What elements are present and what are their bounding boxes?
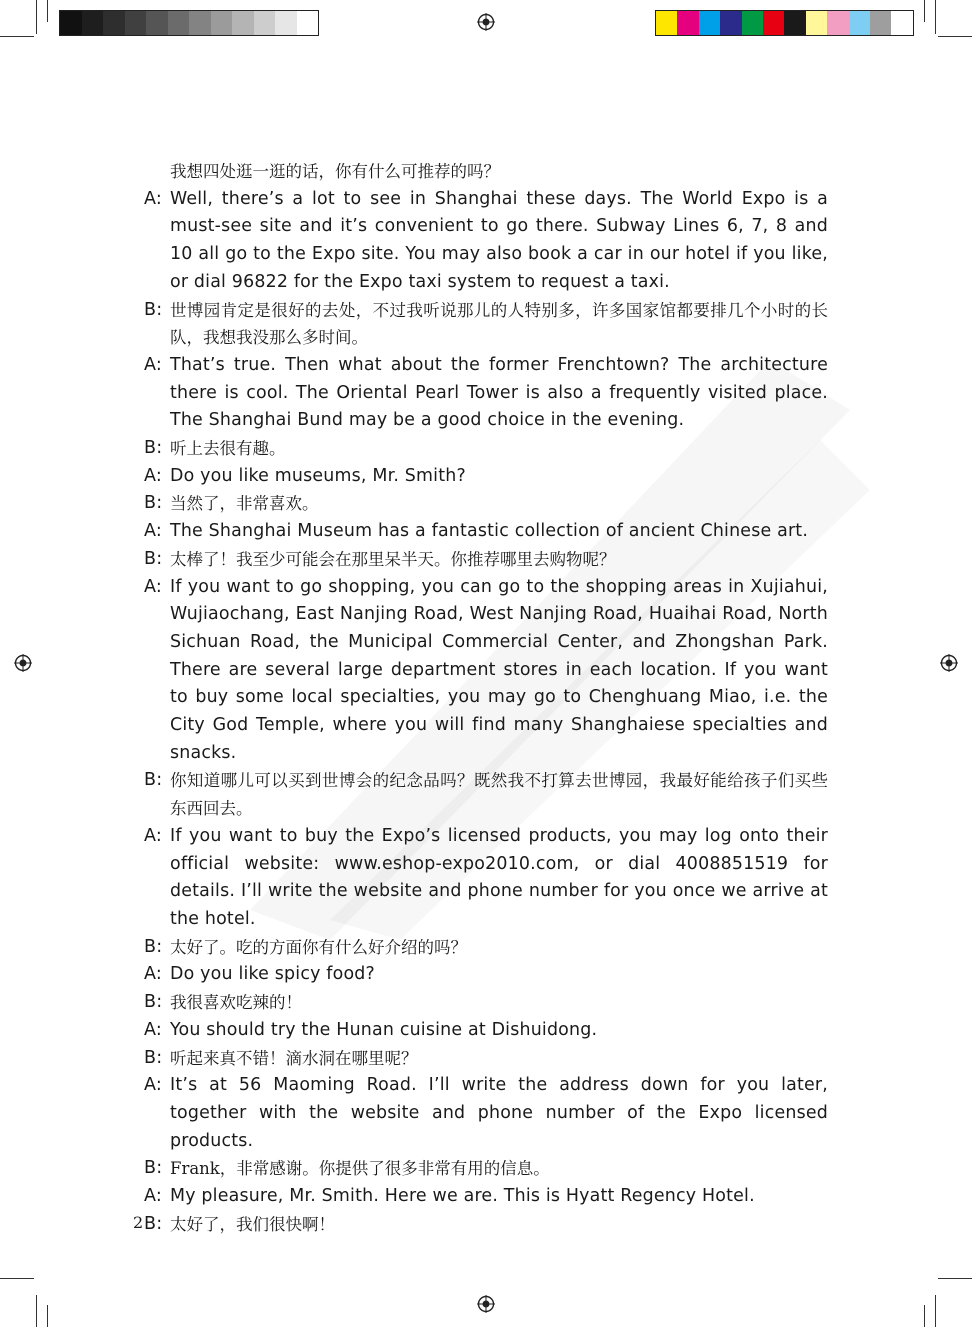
color-calibration-bar bbox=[655, 10, 914, 36]
dialogue-line bbox=[144, 989, 828, 1017]
dialogue-text: 你知道哪儿可以买到世博会的纪念品吗？既然我不打算去世博园，我最好能给孩子们买些东西回去。 bbox=[170, 771, 828, 819]
dialogue-line bbox=[144, 158, 828, 186]
speaker-label: B: bbox=[144, 548, 163, 569]
dialogue-text: 太好了。吃的方面你有什么好介绍的吗？ bbox=[170, 937, 467, 957]
dialogue-text: 太好了，我们很快啊！ bbox=[170, 1214, 335, 1234]
dialogue-line bbox=[144, 1183, 828, 1211]
dialogue-text: 听上去很有趣。 bbox=[170, 439, 286, 459]
dialogue-text: 世博园肯定是很好的去处，不过我听说那儿的人特别多，许多国家馆都要排几个小时的长队，我想我没那么多时间。 bbox=[170, 300, 828, 348]
color-swatch bbox=[297, 11, 319, 35]
speaker-label: B: bbox=[144, 1213, 163, 1234]
color-swatch bbox=[146, 11, 168, 35]
speaker-label: B: bbox=[144, 1047, 163, 1068]
color-swatch bbox=[211, 11, 233, 35]
dialogue-text: 我想四处逛一逛的话，你有什么可推荐的吗？ bbox=[170, 162, 500, 181]
speaker-label: A: bbox=[144, 1075, 162, 1096]
color-swatch bbox=[784, 11, 805, 35]
dialogue-line bbox=[144, 1072, 828, 1155]
color-swatch bbox=[125, 11, 147, 35]
dialogue-text: My pleasure, Mr. Smith. Here we are. This is Hyatt Regency Hotel. bbox=[170, 1186, 755, 1207]
color-swatch bbox=[677, 11, 698, 35]
speaker-label: B: bbox=[144, 438, 163, 459]
registration-mark-icon bbox=[477, 1295, 495, 1313]
crop-mark bbox=[0, 36, 34, 37]
speaker-label bbox=[144, 158, 170, 186]
speaker-label: A: bbox=[144, 825, 162, 846]
dialogue-text: It’s at 56 Maoming Road. I’ll write the address down for you later, together with the website and phone number of the Expo licensed products. bbox=[170, 1075, 828, 1151]
crop-mark bbox=[938, 1278, 972, 1279]
speaker-label: B: bbox=[144, 299, 163, 320]
color-swatch bbox=[254, 11, 276, 35]
speaker-label: A: bbox=[144, 576, 162, 597]
color-swatch bbox=[82, 11, 104, 35]
dialogue-line bbox=[144, 823, 828, 934]
speaker-label: A: bbox=[144, 1019, 162, 1040]
speaker-label: A: bbox=[144, 521, 162, 542]
speaker-label: A: bbox=[144, 188, 162, 209]
dialogue-body bbox=[144, 158, 828, 1238]
speaker-label: A: bbox=[144, 465, 162, 486]
color-swatch bbox=[849, 11, 870, 35]
crop-mark bbox=[47, 0, 48, 22]
dialogue-text: Do you like spicy food? bbox=[170, 964, 375, 985]
color-swatch bbox=[720, 11, 741, 35]
dialogue-text: You should try the Hunan cuisine at Dishuidong. bbox=[170, 1019, 598, 1040]
speaker-label: A: bbox=[144, 1186, 162, 1207]
color-swatch bbox=[168, 11, 190, 35]
dialogue-line bbox=[144, 961, 828, 989]
color-swatch bbox=[699, 11, 720, 35]
dialogue-line bbox=[144, 934, 828, 962]
crop-mark bbox=[36, 1295, 37, 1327]
color-swatch bbox=[742, 11, 763, 35]
dialogue-line bbox=[144, 1045, 828, 1073]
speaker-label: B: bbox=[144, 493, 163, 514]
dialogue-line bbox=[144, 574, 828, 768]
color-swatch bbox=[189, 11, 211, 35]
dialogue-text: If you want to go shopping, you can go to the shopping areas in Xujiahui, Wujiaochang, East Nanjing Road, West Nanjing Road, Huaihai Road, North Sichuan Road, the Municipal Commercial Center, and Zhongshan Park. There are several large department stores in each location. If you want to buy some local specialties, you may go to Chenghuang Miao, i.e. the City God Temple, where you will find many Shanghaiese specialties and snacks. bbox=[170, 576, 828, 763]
dialogue-text: That’s true. Then what about the former Frenchtown? The architecture there is cool. The Oriental Pearl Tower is also a frequently visited place. The Shanghai Bund may be a good choice in the evening. bbox=[170, 354, 828, 431]
grayscale-bar bbox=[59, 10, 319, 36]
color-swatch bbox=[827, 11, 848, 35]
crop-mark bbox=[0, 1278, 34, 1279]
dialogue-line bbox=[144, 186, 828, 297]
dialogue-text: 太棒了！我至少可能会在那里呆半天。你推荐哪里去购物呢？ bbox=[170, 549, 616, 569]
speaker-label: B: bbox=[144, 936, 163, 957]
dialogue-line bbox=[144, 463, 828, 491]
dialogue-line bbox=[144, 490, 828, 518]
color-swatch bbox=[656, 11, 677, 35]
speaker-label: A: bbox=[144, 354, 162, 375]
speaker-label: B: bbox=[144, 992, 163, 1013]
crop-mark bbox=[36, 0, 37, 34]
dialogue-line bbox=[144, 1155, 828, 1183]
dialogue-text: Do you like museums, Mr. Smith? bbox=[170, 465, 466, 486]
crop-mark bbox=[47, 1305, 48, 1327]
speaker-label: A: bbox=[144, 964, 162, 985]
color-swatch bbox=[60, 11, 82, 35]
dialogue-text: 听起来真不错！滴水洞在哪里呢？ bbox=[170, 1048, 418, 1068]
color-swatch bbox=[891, 11, 912, 35]
registration-mark-icon bbox=[14, 654, 32, 672]
dialogue-line bbox=[144, 1017, 828, 1045]
page-number: 2 bbox=[133, 1213, 144, 1232]
color-swatch bbox=[870, 11, 891, 35]
dialogue-text: If you want to buy the Expo’s licensed products, you may log onto their official website: www.eshop-expo2010.com, or dial 4008851519 for details. I’ll write the website and phone number for you once we arrive at the hotel. bbox=[170, 825, 828, 929]
dialogue-text: The Shanghai Museum has a fantastic collection of ancient Chinese art. bbox=[170, 521, 809, 542]
speaker-label: B: bbox=[144, 770, 163, 791]
dialogue-line bbox=[144, 297, 828, 352]
dialogue-line bbox=[144, 546, 828, 574]
crop-mark bbox=[935, 1295, 936, 1327]
dialogue-text: 当然了，非常喜欢。 bbox=[170, 494, 319, 514]
dialogue-text: Frank，非常感谢。你提供了很多非常有用的信息。 bbox=[170, 1159, 550, 1179]
crop-mark bbox=[938, 36, 972, 37]
registration-mark-icon bbox=[940, 654, 958, 672]
dialogue-text: 我很喜欢吃辣的！ bbox=[170, 993, 302, 1013]
color-swatch bbox=[806, 11, 827, 35]
dialogue-line bbox=[144, 767, 828, 822]
color-swatch bbox=[275, 11, 297, 35]
speaker-label: B: bbox=[144, 1158, 163, 1179]
dialogue-text: Well, there’s a lot to see in Shanghai these days. The World Expo is a must-see site and it’s convenient to go there. Subway Lines 6, 7, 8 and 10 all go to the Expo site. You may also book a car in our hotel if you like, or dial 96822 for the Expo taxi system to request a taxi. bbox=[170, 188, 828, 292]
dialogue-line bbox=[144, 518, 828, 546]
crop-mark bbox=[924, 0, 925, 22]
dialogue-line bbox=[144, 352, 828, 435]
color-swatch bbox=[103, 11, 125, 35]
color-swatch bbox=[232, 11, 254, 35]
registration-mark-icon bbox=[477, 13, 495, 31]
dialogue-line bbox=[144, 1211, 828, 1239]
color-swatch bbox=[763, 11, 784, 35]
crop-mark bbox=[924, 1305, 925, 1327]
crop-mark bbox=[935, 0, 936, 34]
dialogue-line bbox=[144, 435, 828, 463]
